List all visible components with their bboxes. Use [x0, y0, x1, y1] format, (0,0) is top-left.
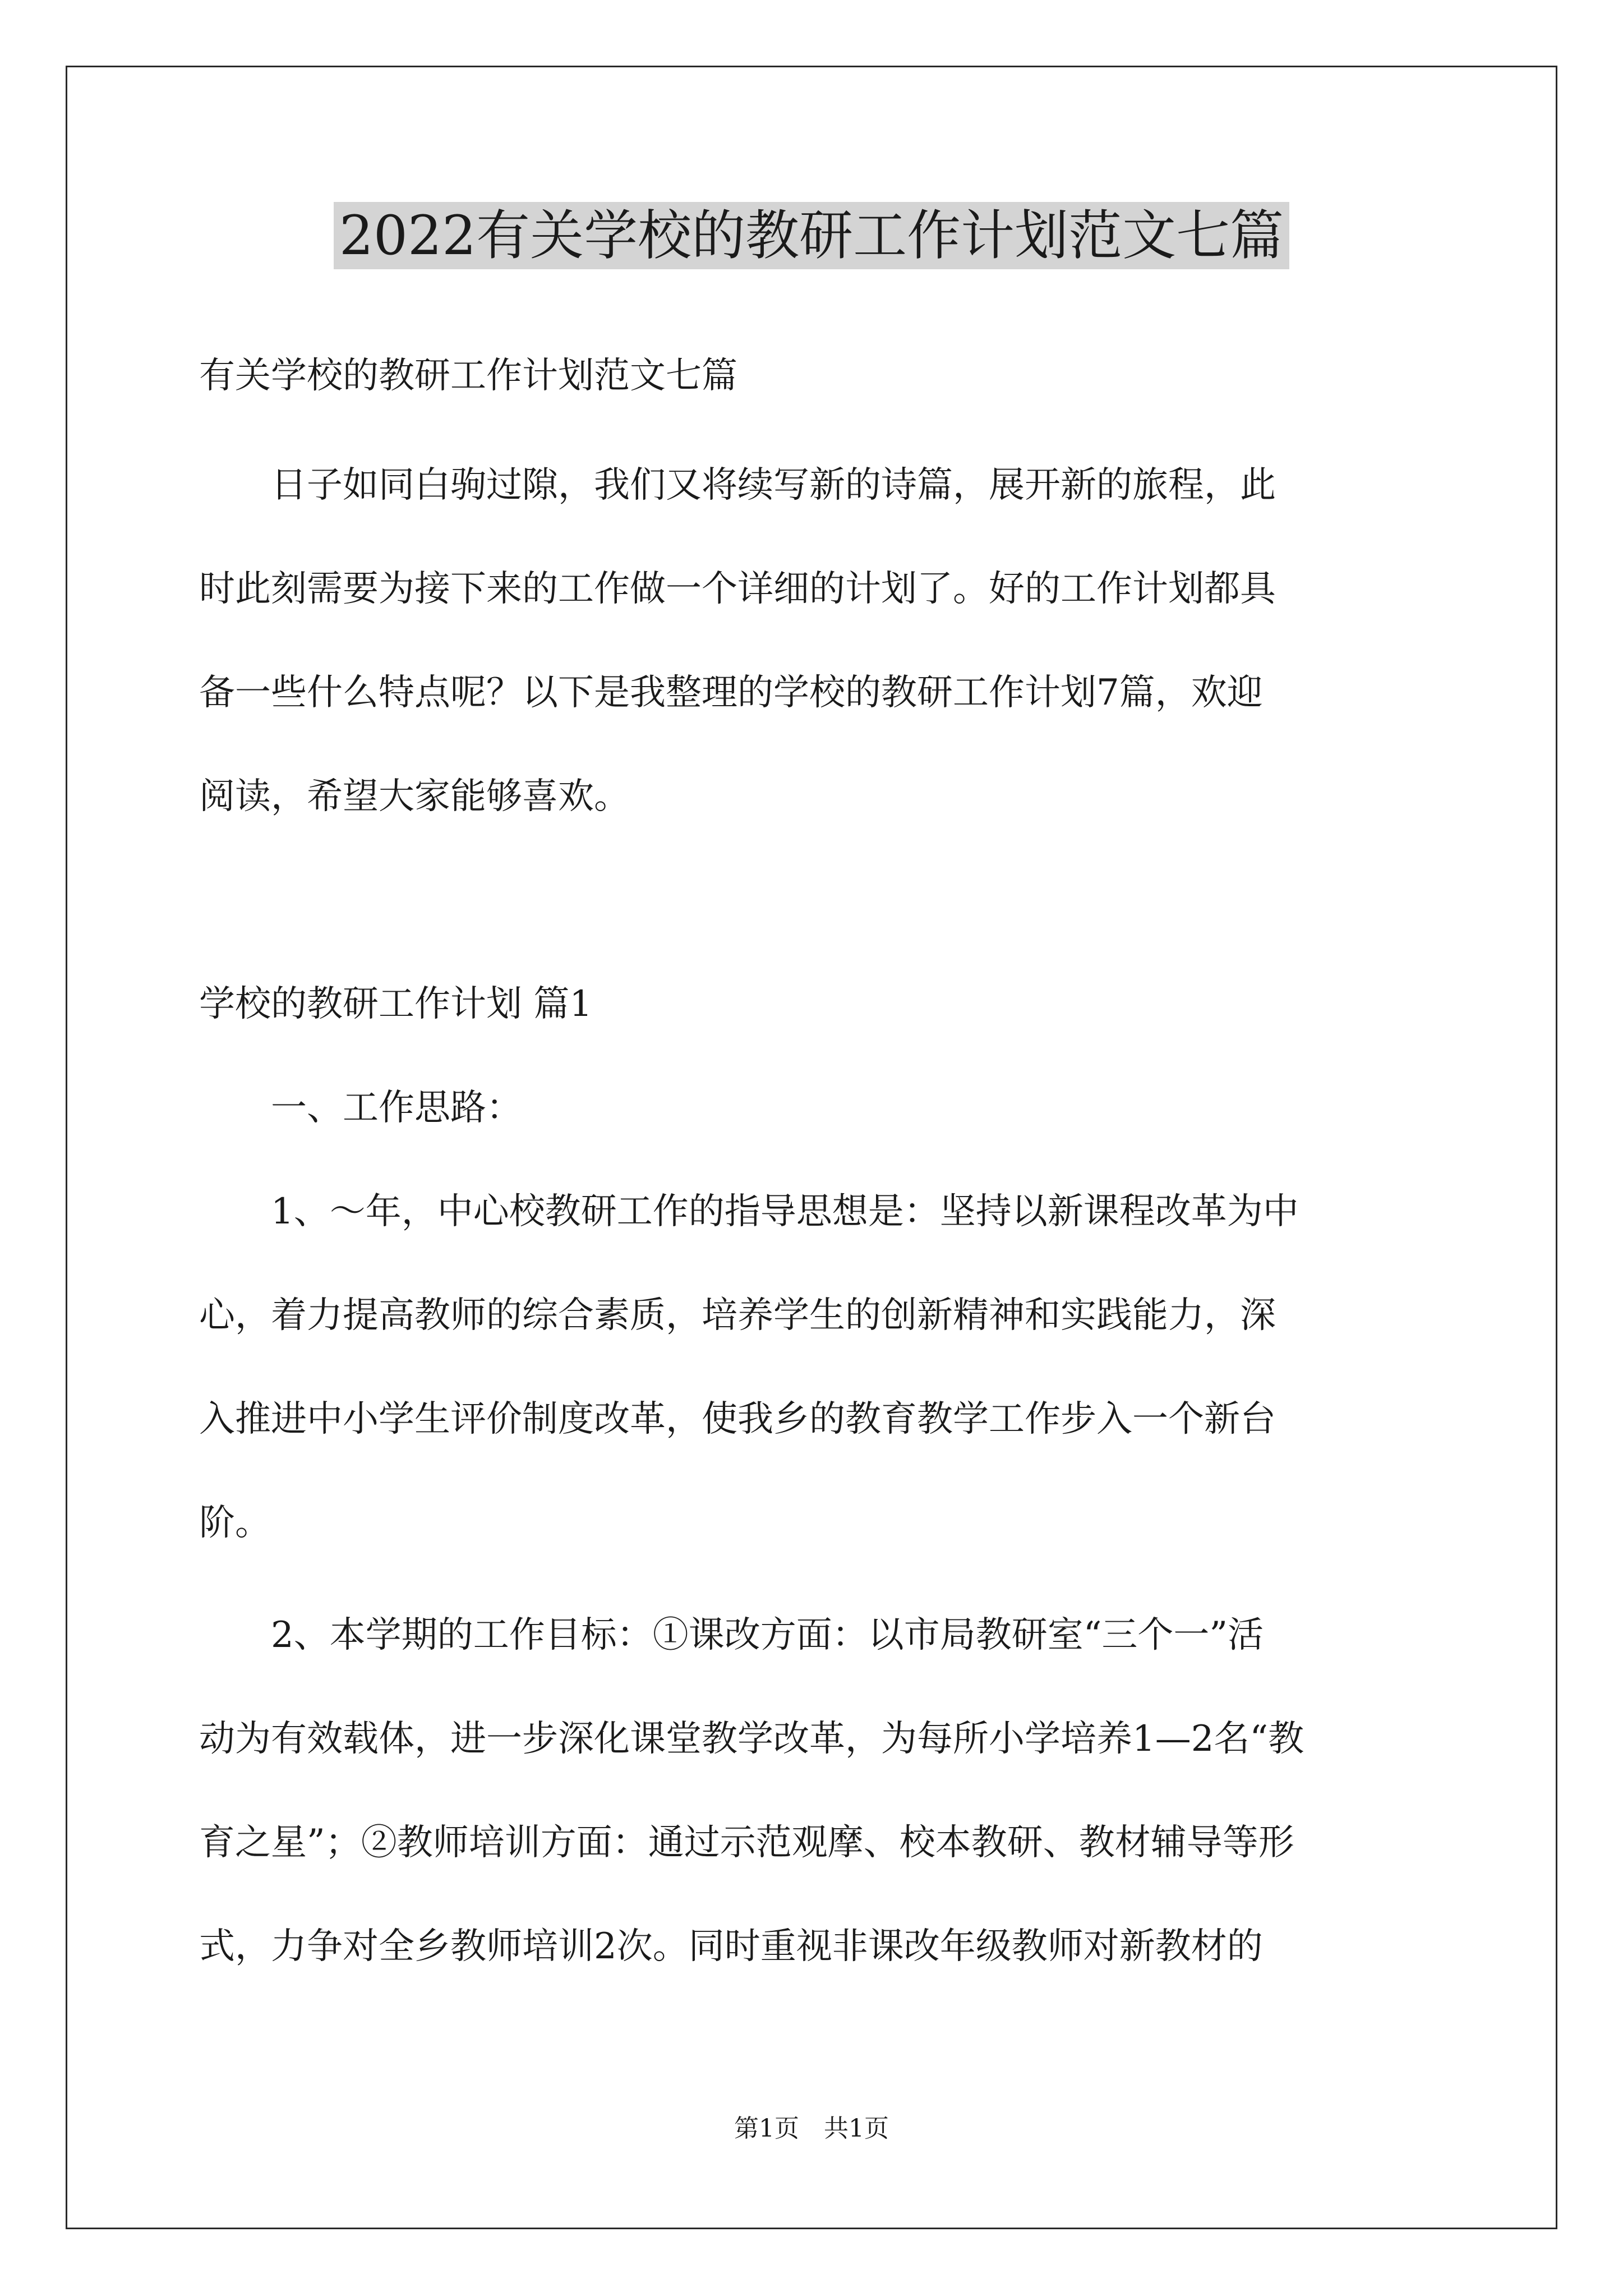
paragraph2-line-4: 式，力争对全乡教师培训2次。同时重视非课改年级教师对新教材的 [199, 1926, 1263, 1967]
part-heading: 一、工作思路： [199, 1087, 522, 1129]
paragraph2-line-2: 动为有效载体，进一步深化课堂教学改革，为每所小学培养1—2名“教 [199, 1718, 1304, 1760]
paragraph2-line-1: 2、本学期的工作目标：①课改方面：以市局教研室“三个一”活 [199, 1614, 1264, 1656]
document-title [0, 199, 1623, 272]
intro-line-2: 时此刻需要为接下来的工作做一个详细的计划了。好的工作计划都具 [199, 568, 1276, 610]
intro-line-4: 阅读，希望大家能够喜欢。 [199, 776, 630, 817]
page-number-footer: 第1页 共1页 [734, 2114, 889, 2143]
paragraph1-line-1: 1、～年，中心校教研工作的指导思想是：坚持以新课程改革为中 [199, 1191, 1299, 1232]
document-subtitle: 有关学校的教研工作计划范文七篇 [199, 355, 737, 397]
intro-line-3: 备一些什么特点呢？以下是我整理的学校的教研工作计划7篇，欢迎 [199, 672, 1263, 714]
paragraph1-line-2: 心，着力提高教师的综合素质，培养学生的创新精神和实践能力，深 [199, 1295, 1276, 1336]
section-heading: 学校的教研工作计划 篇1 [199, 983, 593, 1025]
document-title-text: 2022有关学校的教研工作计划范文七篇 [334, 202, 1289, 269]
intro-line-1: 日子如同白驹过隙，我们又将续写新的诗篇，展开新的旅程，此 [199, 464, 1276, 506]
paragraph1-line-4: 阶。 [199, 1502, 271, 1544]
paragraph1-line-3: 入推进中小学生评价制度改革，使我乡的教育教学工作步入一个新台 [199, 1398, 1276, 1440]
paragraph2-line-3: 育之星”；②教师培训方面：通过示范观摩、校本教研、教材辅导等形 [199, 1822, 1294, 1864]
